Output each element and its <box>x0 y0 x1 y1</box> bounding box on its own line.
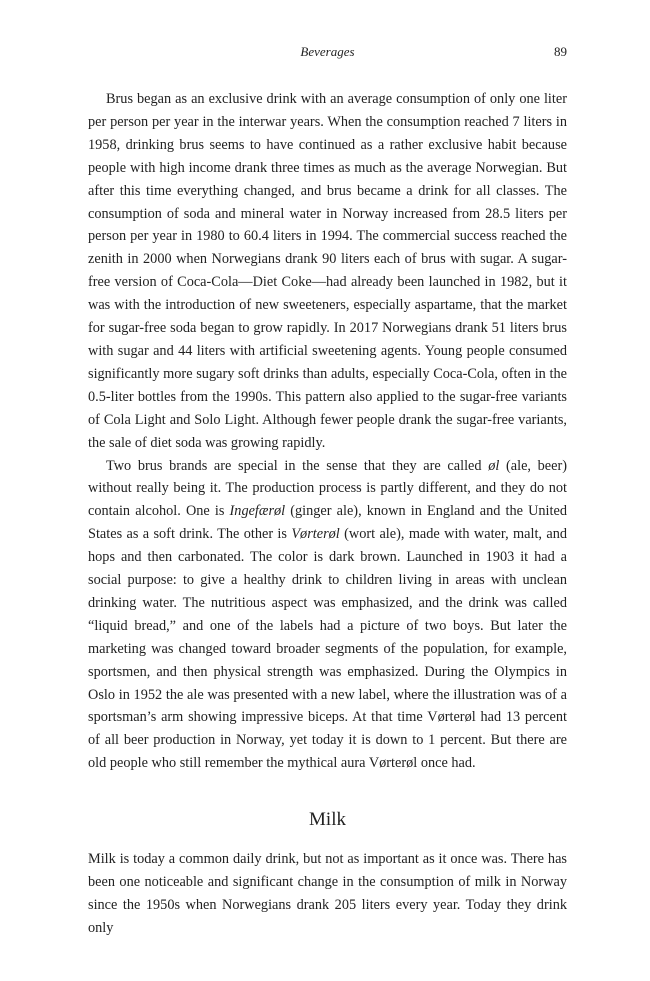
text-segment: (wort ale), made with water, malt, and hops and then carbonated. The color is dark brown. Launched in 1903 it had a social purpose: to give a healthy drink to children living in areas with unclean drinking water. The nutritious aspect was emphasized, and the drink was called “liquid bread,” and one of the labels had a picture of two boys. But later the marketing was changed toward broader segments of the population, for example, sportsmen, and then physical strength was emphasized. During the Olympics in Oslo in 1952 the ale was presented with a new label, where the illustration was of a sportsman’s arm showing impressive biceps. At that time Vørterøl had 13 percent of all beer production in Norway, yet today it is down to 1 percent. But there are old people who still remember the mythical aura Vørterøl once had. <box>88 526 567 772</box>
section-heading-milk: Milk <box>309 809 346 831</box>
paragraph-brus-consumption: Brus began as an exclusive drink with an average consumption of only one liter per person per year in the interwar years. When the consumption reached 7 liters in 1958, drinking brus seems to have continued as a rather exclusive habit because people with high income drank three times as much as the average Norwegian. But after this time everything changed, and brus became a drink for all classes. The consumption of soda and mineral water in Norway increased from 28.5 liters per person per year in 1980 to 60.4 liters in 1994. The commercial success reached the zenith in 2000 when Norwegians drank 90 liters each of brus with sugar. A sugar-free version of Coca-Cola—Diet Coke—had already been launched in 1982, but it was with the introduction of new sweeteners, especially aspartame, that the market for sugar-free soda began to grow rapidly. In 2017 Norwegians drank 51 liters brus with sugar and 44 liters with artificial sweetening agents. Young people consumed significantly more sugary soft drinks than adults, especially Coca-Cola, often in the 0.5-liter bottles from the 1990s. This pattern also applied to the sugar-free variants of Cola Light and Solo Light. Although fewer people drank the sugar-free variants, the sale of diet soda was growing rapidly. <box>88 91 567 451</box>
text-segment: Two brus brands are special in the sense that they are called <box>106 457 489 474</box>
paragraph-brus-brands <box>88 455 567 776</box>
text-segment: (ale, beer) without really being it. The production process is partly different, and they do not contain alcohol. One is <box>88 457 568 520</box>
italic-term: Ingefærøl <box>229 503 286 520</box>
italic-term: Vørterøl <box>291 526 340 543</box>
paragraph-milk: Milk is today a common daily drink, but not as important as it once was. There has been one noticeable and significant change in the consumption of milk in Norway since the 1950s when Norwegians drank 205 liters every year. Today they drink only <box>88 851 567 936</box>
running-title: Beverages <box>300 44 355 59</box>
page-body <box>88 88 567 940</box>
page-number: 89 <box>554 44 567 59</box>
italic-term: øl <box>488 457 500 474</box>
text-segment: (ginger ale), known in England and the United States as a soft drink. The other is <box>88 503 567 543</box>
running-header <box>88 44 567 66</box>
